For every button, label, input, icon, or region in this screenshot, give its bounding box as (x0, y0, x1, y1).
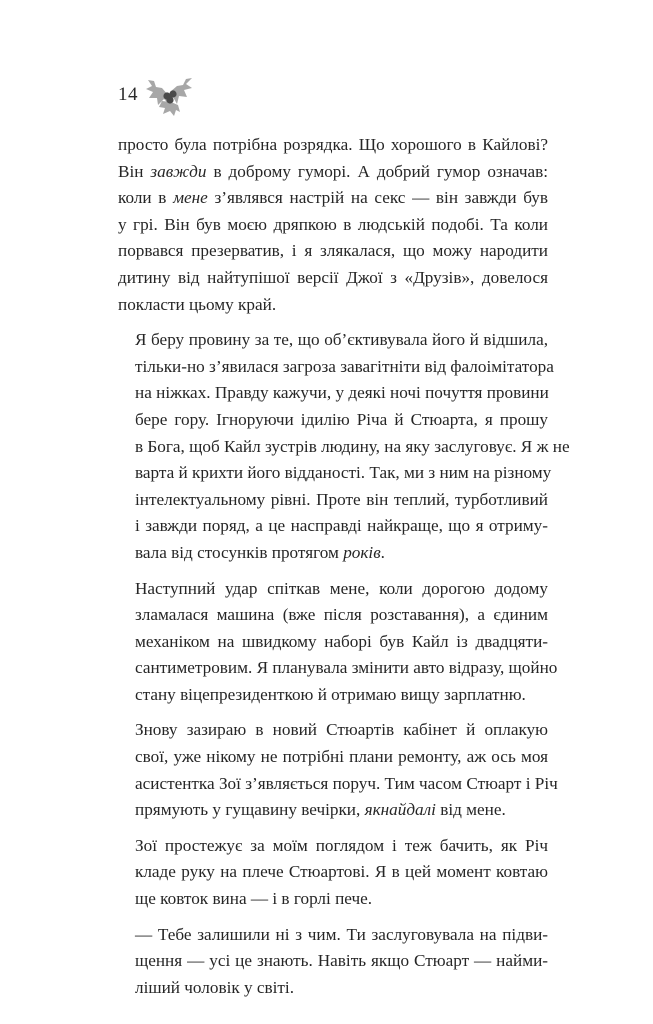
text-segment: стану віцепрезиденткою й отримаю вищу зарплатню. (135, 684, 526, 704)
text-line (118, 327, 548, 354)
text-line (118, 185, 548, 212)
text-segment: щення — усі це знають. Навіть якщо Стюарт — найми- (135, 951, 548, 971)
paragraph (118, 576, 558, 709)
paragraph (118, 132, 548, 318)
text-line (118, 380, 548, 407)
text-line (118, 682, 548, 709)
text-segment: Він (118, 161, 151, 181)
text-segment: прямують у гущавину вечірки, (135, 800, 365, 820)
text-segment: . (380, 542, 385, 562)
text-line (118, 159, 548, 186)
text-segment: ліший чоловік у світі. (135, 977, 294, 997)
text-segment: Знову зазираю в новий Стюартів кабінет й оплакую (135, 720, 548, 740)
text-line (118, 833, 548, 860)
text-segment: і завжди поряд, а це насправді найкраще, що я отриму- (135, 516, 548, 536)
text-line (118, 540, 548, 567)
holly-icon (140, 68, 198, 118)
text-segment: зламалася машина (вже після розставання), а єдиним (135, 605, 548, 625)
text-line (118, 717, 548, 744)
text-line (118, 922, 548, 949)
text-line (118, 212, 548, 239)
text-segment: дитину від найтупішої версії Джої з «Друзів», довелося (118, 267, 548, 287)
paragraph (118, 922, 548, 1002)
text-segment: в Бога, щоб Кайл зустрів людину, на яку заслуговує. Я ж не (135, 436, 570, 456)
text-line (118, 407, 548, 434)
body-text (118, 132, 570, 1010)
text-segment: в доброму гуморі. А добрий гумор означав: (206, 161, 549, 181)
text-line (118, 513, 548, 540)
text-segment: Наступний удар спіткав мене, коли дорогою додому (135, 578, 548, 598)
text-line (118, 797, 548, 824)
text-line (118, 655, 558, 682)
text-segment: інтелектуальному рівні. Проте він теплий, турботливий (135, 489, 548, 509)
text-line (118, 265, 548, 292)
text-segment: ще ковток вина — і в горлі пече. (135, 889, 373, 909)
emphasis-text: мене (173, 188, 208, 208)
text-line (118, 771, 558, 798)
text-segment: з’являвся настрій на секс — він завжди був (207, 188, 548, 208)
text-line (118, 859, 548, 886)
text-line (118, 886, 548, 913)
text-line (118, 292, 548, 319)
emphasis-text: завжди (150, 161, 207, 181)
text-line (118, 948, 548, 975)
text-line (118, 576, 548, 603)
paragraph (118, 833, 548, 913)
text-line (118, 975, 548, 1002)
holly-leaf-left (146, 80, 168, 105)
emphasis-text: якнайдалі (364, 800, 436, 820)
text-segment: — Тебе залишили ні з чим. Ти заслуговувала на підви- (135, 924, 548, 944)
text-segment: у грі. Він був моєю дряпкою в людській подобі. Та коли (118, 214, 548, 234)
page-number: 14 (118, 84, 138, 105)
text-line (118, 460, 552, 487)
text-segment: свої, уже нікому не потрібні плани ремонту, аж ось моя (135, 747, 548, 767)
paragraph (118, 327, 570, 566)
text-segment: вала від стосунків протягом (135, 542, 344, 562)
text-segment: порвався презерватив, і я злякалася, що можу народити (118, 241, 548, 261)
text-line (118, 629, 548, 656)
text-line (118, 487, 548, 514)
text-segment: Зої простежує за моїм поглядом і теж бачить, як Річ (135, 835, 548, 855)
holly-berry (166, 96, 173, 103)
text-segment: варта й крихти його відданості. Так, ми з ним на різному (135, 463, 552, 483)
text-segment: коли в (118, 188, 174, 208)
text-segment: механіком на швидкому наборі був Кайл із двадцяти- (135, 631, 548, 651)
text-line (118, 238, 548, 265)
text-line (118, 602, 548, 629)
text-segment: Я беру провину за те, що об’єктивувала його й відшила, (135, 330, 548, 350)
text-line (118, 132, 548, 159)
text-line (118, 354, 554, 381)
text-segment: на ніжках. Правду кажучи, у деякі ночі почуття провини (135, 383, 549, 403)
emphasis-text: років (343, 542, 381, 562)
text-line (118, 744, 548, 771)
text-segment: кладе руку на плече Стюартові. Я в цей момент ковтаю (135, 862, 548, 882)
text-line (118, 434, 570, 461)
text-segment: від мене. (435, 800, 506, 820)
paragraph (118, 717, 558, 823)
text-segment: бере гору. Ігноруючи ідилію Річа й Стюарта, я прошу (135, 409, 548, 429)
text-segment: асистентка Зої з’являється поруч. Тим часом Стюарт і Річ (135, 773, 558, 793)
text-segment: покласти цьому край. (118, 294, 277, 314)
text-segment: сантиметровим. Я планувала змінити авто відразу, щойно (135, 658, 558, 678)
text-segment: тільки-но з’явилася загроза завагітніти від фалоімітатора (135, 356, 554, 376)
text-segment: просто була потрібна розрядка. Що хорошого в Кайлові? (118, 135, 548, 154)
